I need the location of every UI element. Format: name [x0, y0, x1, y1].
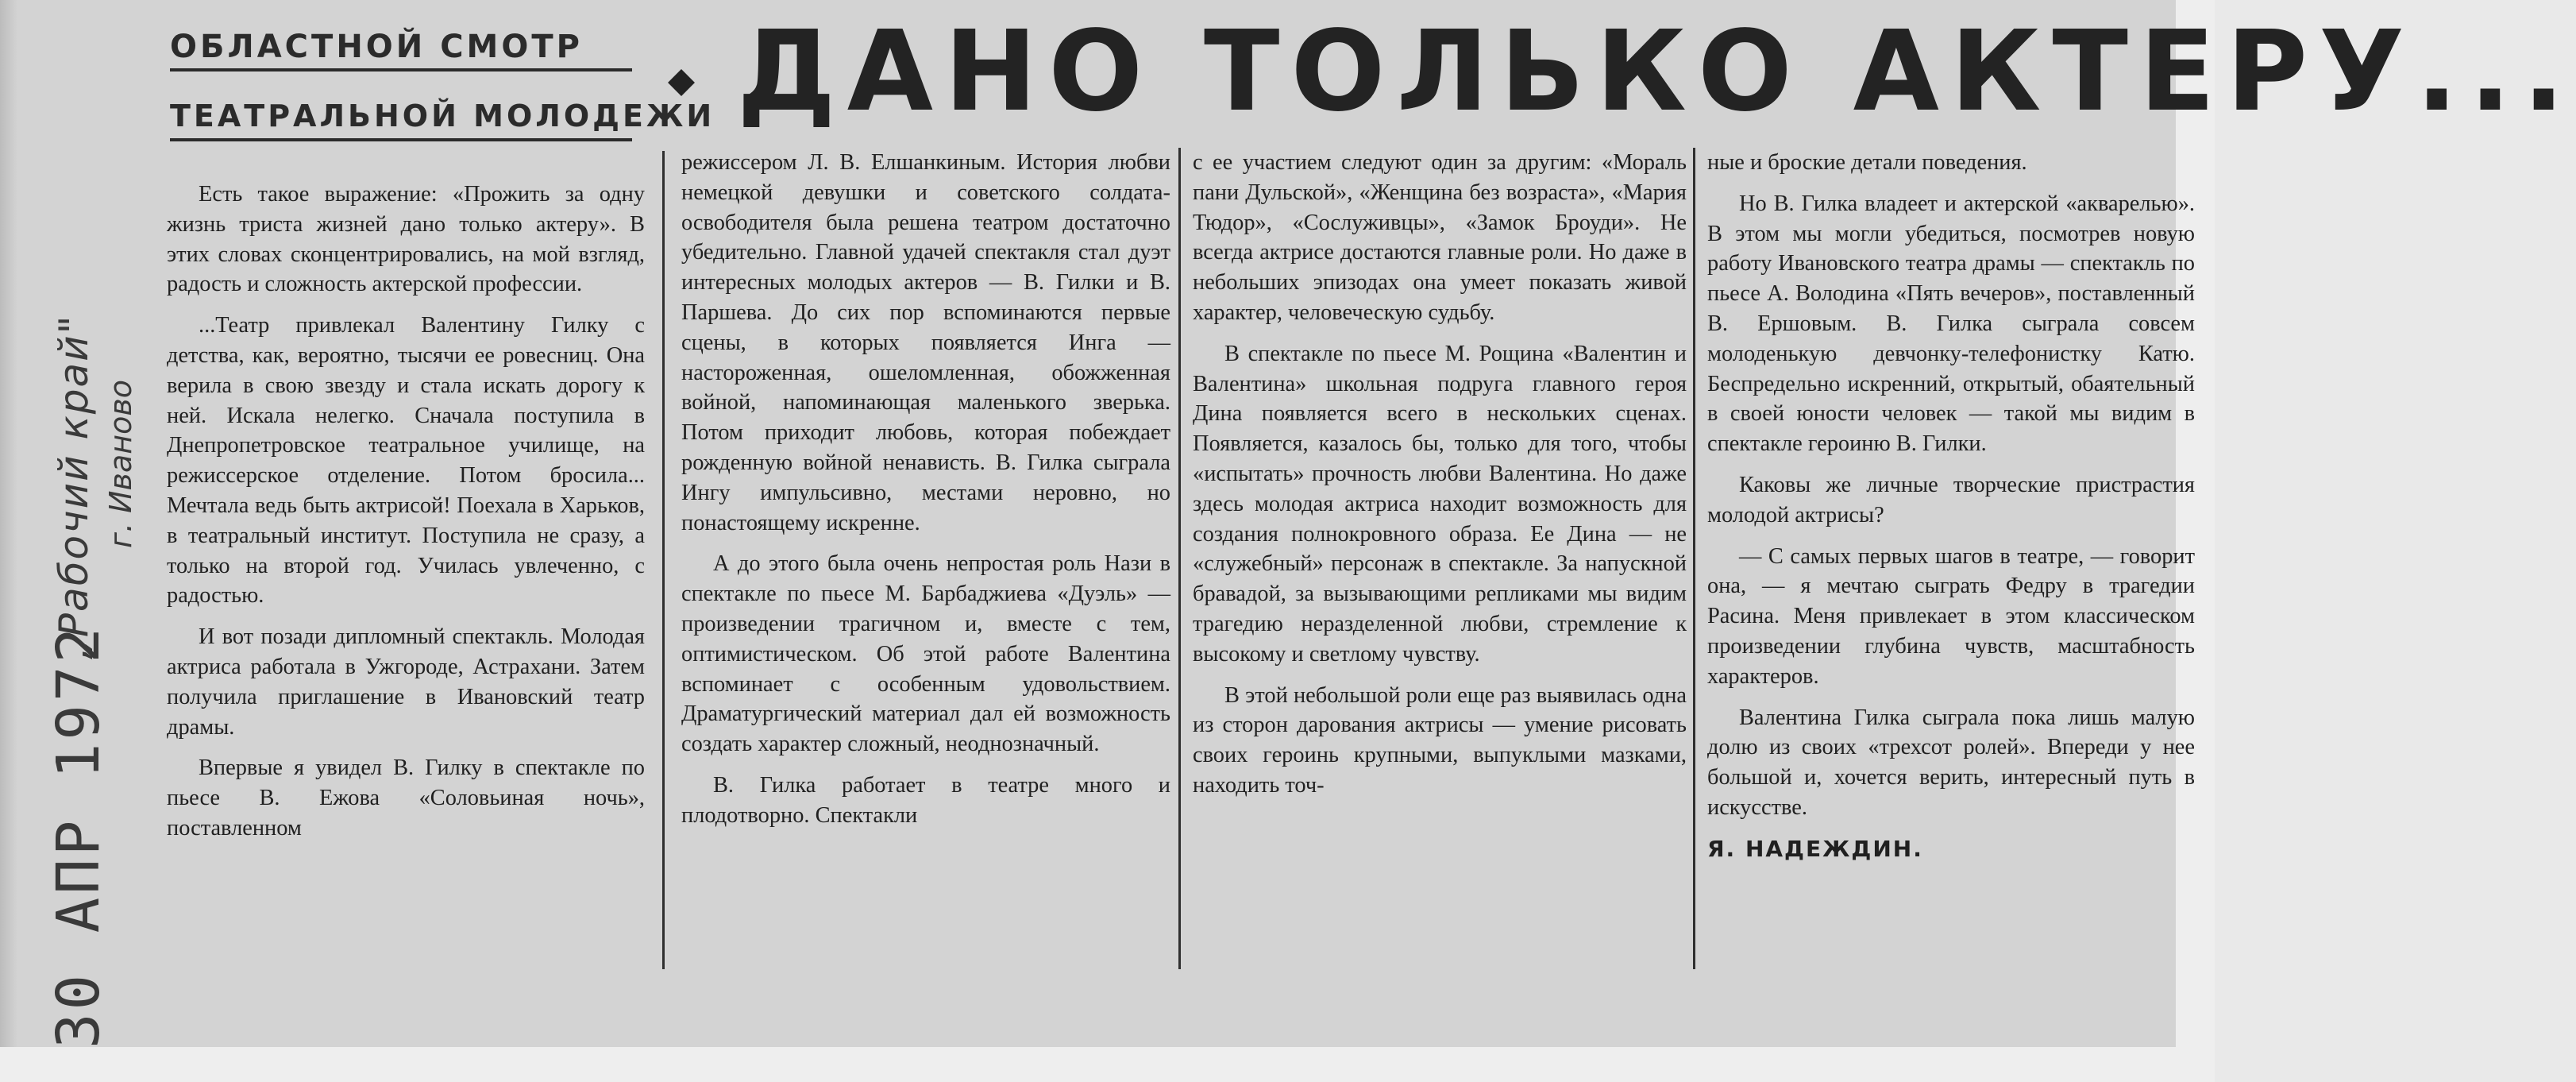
paragraph: Но В. Гилка владеет и актерской «акварелью». В этом мы могли убедиться, посмотрев новую работу Ивановского театра драмы — спектакль по пьесе А. Володина «Пять вечеров», поставленный В. Ершовым. В. Гилка сыграла совсем молоденькую девчонку-телефонистку Катю. Беспредельно искренний, открытый, обаятельный в своей юности человек — такой мы видим в спектакле героиню В. Гилки. [1707, 191, 2195, 457]
paragraph: В спектакле по пьесе М. Рощина «Валентин и Валентина» школьная подруга главного героя Дина появляется всего в нескольких сценах. Появляется, казалось бы, только для того, чтобы «испытать» прочность любви Валентина. Но даже здесь молодая актриса находит возможность для создания полнокровного образа. Ее Дина — не «служебный» персонаж в спектакле. За напускной бравадой, за вызывающими репликами мы видим трагедию неразделенной любви, стремление к высокому и светлому чувству. [1193, 341, 1687, 667]
rubric-line-2: ТЕАТРАЛЬНОЙ МОЛОДЕЖИ [170, 99, 632, 141]
clipping-left-edge [0, 0, 17, 1047]
article-column-2 [681, 148, 1170, 842]
paragraph: Впервые я увидел В. Гилку в спектакле по пьесе В. Ежова «Соловьиная ночь», поставленном [167, 755, 645, 840]
article-column-1 [167, 180, 645, 855]
column-divider [1178, 148, 1181, 969]
paragraph: ные и броские детали поведения. [1707, 150, 2027, 175]
background-strip-bottom [0, 1047, 2215, 1082]
column-divider [1693, 148, 1695, 969]
paragraph: с ее участием следуют один за другим: «Мораль пани Дульской», «Женщина без возраста», «Мария Тюдор», «Сослуживцы», «Замок Броуди». Не всегда актрисе достаются главные роли. Но даже в небольших эпизодах она умеет показать живой характер, человеческую судьбу. [1193, 150, 1687, 325]
paragraph: В. Гилка работает в театре много и плодотворно. Спектакли [681, 772, 1170, 828]
paragraph: Валентина Гилка сыграла пока лишь малую долю из своих «трехсот ролей». Впереди у нее большой и, хочется верить, интересный путь в искусстве. [1707, 705, 2195, 820]
paragraph: А до этого была очень непростая роль Нази в спектакле по пьесе М. Барбаджиева «Дуэль» — произведении трагичном и, вместе с тем, оптимистическом. Об этой работе Валентина вспоминает с особенным удовольствием. Драматургический материал дал ей возможность создать характер сложный, неоднозначный. [681, 551, 1170, 757]
paragraph: И вот позади дипломный спектакль. Молодая актриса работала в Ужгороде, Астрахани. Затем получила приглашение в Ивановский театр драмы. [167, 624, 645, 740]
date-stamp: 30 АПР 1972 [44, 624, 113, 1049]
handwritten-newspaper-name: „Рабочий край" [51, 314, 97, 659]
author-signature: Я. НАДЕЖДИН. [1707, 835, 1923, 862]
paragraph: Есть такое выражение: «Прожить за одну жизнь триста жизней дано только актеру». В этих словах сконцентрировались, на мой взгляд, радость и сложность актерской профессии. [167, 182, 645, 297]
article-headline: ДАНО ТОЛЬКО АКТЕРУ... [737, 7, 2576, 137]
paragraph: — С самых первых шагов в театре, — говорит она, — я мечтаю сыграть Федру в трагедии Расина. Меня привлекает в этом классическом произведении глубина чувств, масштабность характеров. [1707, 543, 2195, 689]
paragraph: режиссером Л. В. Елшанкиным. История любви немецкой девушки и советского солдата-освободителя была решена театром достаточно убедительно. Главной удачей спектакля стал дуэт интересных молодых актеров — В. Гилки и В. Паршева. До сих пор вспоминаются первые сцены, в которых появляется Инга — настороженная, ошеломленная, обожженная войной, напоминающая маленького зверька. Потом приходит любовь, которая побеждает рожденную войной ненависть. В. Гилка сыграла Ингу импульсивно, местами неровно, но понастоящему искренне. [681, 150, 1170, 535]
paragraph: В этой небольшой роли еще раз выявилась одна из сторон дарования актрисы — умение рисовать своих героинь крупными, выпуклыми мазками, находить точ- [1193, 682, 1687, 798]
column-divider [662, 151, 665, 969]
paragraph: ...Театр привлекал Валентину Гилку с детства, как, вероятно, тысячи ее ровесниц. Она верила в свою звезду и стала искать дорогу к ней. Искала нелегко. Сначала поступила в Днепропетровское театральное училище, на режиссерское отделение. Потом бросила... Мечтала ведь быть актрисой! Поехала в Харьков, в театральный институт. Поступила не сразу, а только на второй год. Училась увлеченно, с радостью. [167, 313, 645, 609]
rubric-line-1: ОБЛАСТНОЙ СМОТР [170, 29, 632, 71]
paragraph: Каковы же личные творческие пристрастия молодой актрисы? [1707, 472, 2195, 527]
handwritten-city: г. Иваново [103, 380, 138, 548]
article-column-3 [1193, 148, 1687, 812]
article-column-4 [1707, 148, 2195, 875]
